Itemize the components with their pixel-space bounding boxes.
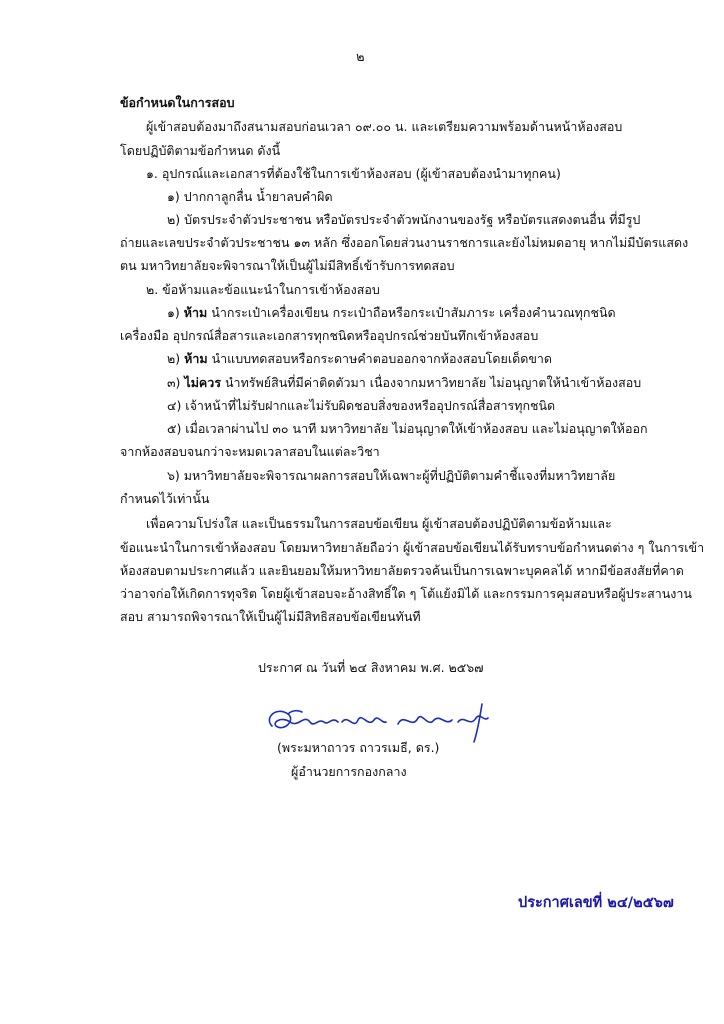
handwritten-signature [258,700,498,744]
paragraph-line: เพื่อความโปร่งใส และเป็นธรรมในการสอบข้อเขียน ผู้เข้าสอบต้องปฏิบัติตามข้อห้ามและ [146,516,612,531]
paragraph-line: สอบ สามารถพิจารณาให้เป็นผู้ไม่มีสิทธิสอบข้อเขียนทันที [120,609,421,624]
paragraph-line: โดยปฏิบัติตามข้อกำหนด ดังนี้ [120,143,281,158]
paragraph-line: ห้องสอบตามประกาศแล้ว และยินยอมให้มหาวิทยาลัยตรวจค้นเป็นการเฉพาะบุคคลได้ หากมีข้อสงสัยที่คาด [120,563,684,578]
list-item: ๒) บัตรประจำตัวประชาชน หรือบัตรประจำตัวพนักงานของรัฐ หรือบัตรแสดงตนอื่น ที่มีรูป [167,212,641,227]
announcement-date: ประกาศ ณ วันที่ ๒๔ สิงหาคม พ.ศ. ๒๕๖๗ [258,660,484,675]
list-item-continuation: ถ่ายและเลขประจำตัวประชาชน ๑๓ หลัก ซึ่งออกโดยส่วนงานราชการและยังไม่หมดอายุ หากไม่มีบัตรแสดง [120,235,689,250]
item-text: นำกระเป๋าเครื่องเขียน กระเป๋าถือหรือกระเป๋าสัมภาระ เครื่องคำนวณทุกชนิด [207,305,616,320]
emphasis-prohibit: ห้าม [184,351,208,366]
list-item-continuation: จากห้องสอบจนกว่าจะหมดเวลาสอบในแต่ละวิชา [120,444,380,459]
list-item: ๕) เมื่อเวลาผ่านไป ๓๐ นาที มหาวิทยาลัย ไม่อนุญาตให้เข้าห้องสอบ และไม่อนุญาตให้ออก [167,421,648,436]
section-heading: ข้อกำหนดในการสอบ [120,95,235,110]
announcement-number: ประกาศเลขที่ ๒๔/๒๕๖๗ [518,895,674,911]
list-item: ๑) ปากกาลูกลื่น น้ำยาลบคำผิด [167,189,333,204]
list-item-continuation: ตน มหาวิทยาลัยจะพิจารณาให้เป็นผู้ไม่มีสิทธิ์เข้ารับการทดสอบ [120,258,455,273]
paragraph-line: ว่าอาจก่อให้เกิดการทุจริต โดยผู้เข้าสอบจะอ้างสิทธิ์ใด ๆ โต้แย้งมิได้ และกรรมการคุมสอบหรือผู้ประสานงาน [120,586,692,601]
list-heading-equipment: ๑. อุปกรณ์และเอกสารที่ต้องใช้ในการเข้าห้องสอบ (ผู้เข้าสอบต้องนำมาทุกคน) [146,166,561,181]
item-number: ๒) [167,351,185,366]
list-item-continuation: กำหนดไว้เท่านั้น [120,491,210,506]
item-text: นำแบบทดสอบหรือกระดาษคำตอบออกจากห้องสอบโดยเด็ดขาด [207,351,553,366]
list-item [167,374,641,392]
emphasis-should-not: ไม่ควร [184,375,222,390]
paragraph-line: ผู้เข้าสอบต้องมาถึงสนามสอบก่อนเวลา ๐๙.๐๐ น. และเตรียมความพร้อมด้านหน้าห้องสอบ [146,119,623,134]
page-number: ๒ [356,50,365,65]
signer-position: ผู้อำนวยการกองกลาง [291,764,407,779]
paragraph-line: ข้อแนะนำในการเข้าห้องสอบ โดยมหาวิทยาลัยถือว่า ผู้เข้าสอบข้อเขียนได้รับทราบข้อกำหนดต่าง ๆ ในการเข้า [120,540,705,555]
item-text: นำทรัพย์สินที่มีค่าติดตัวมา เนื่องจากมหาวิทยาลัย ไม่อนุญาตให้นำเข้าห้องสอบ [221,375,642,390]
emphasis-prohibit: ห้าม [183,305,208,320]
list-item [167,304,616,322]
list-item [167,350,552,368]
item-number: ๑) [167,305,184,320]
list-item-continuation: เครื่องมือ อุปกรณ์สื่อสารและเอกสารทุกชนิดหรืออุปกรณ์ช่วยบันทึกเข้าห้องสอบ [120,328,539,343]
list-item: ๖) มหาวิทยาลัยจะพิจารณาผลการสอบให้เฉพาะผู้ที่ปฏิบัติตามคำชี้แจงที่มหาวิทยาลัย [167,468,616,483]
list-heading-prohibitions: ๒. ข้อห้ามและข้อแนะนำในการเข้าห้องสอบ [146,282,380,297]
signer-name: (พระมหาถาวร ถาวรเมธี, ดร.) [277,740,440,755]
item-number: ๓) [167,375,185,390]
list-item: ๔) เจ้าหน้าที่ไม่รับฝากและไม่รับผิดชอบสิ่งของหรืออุปกรณ์สื่อสารทุกชนิด [167,398,556,413]
